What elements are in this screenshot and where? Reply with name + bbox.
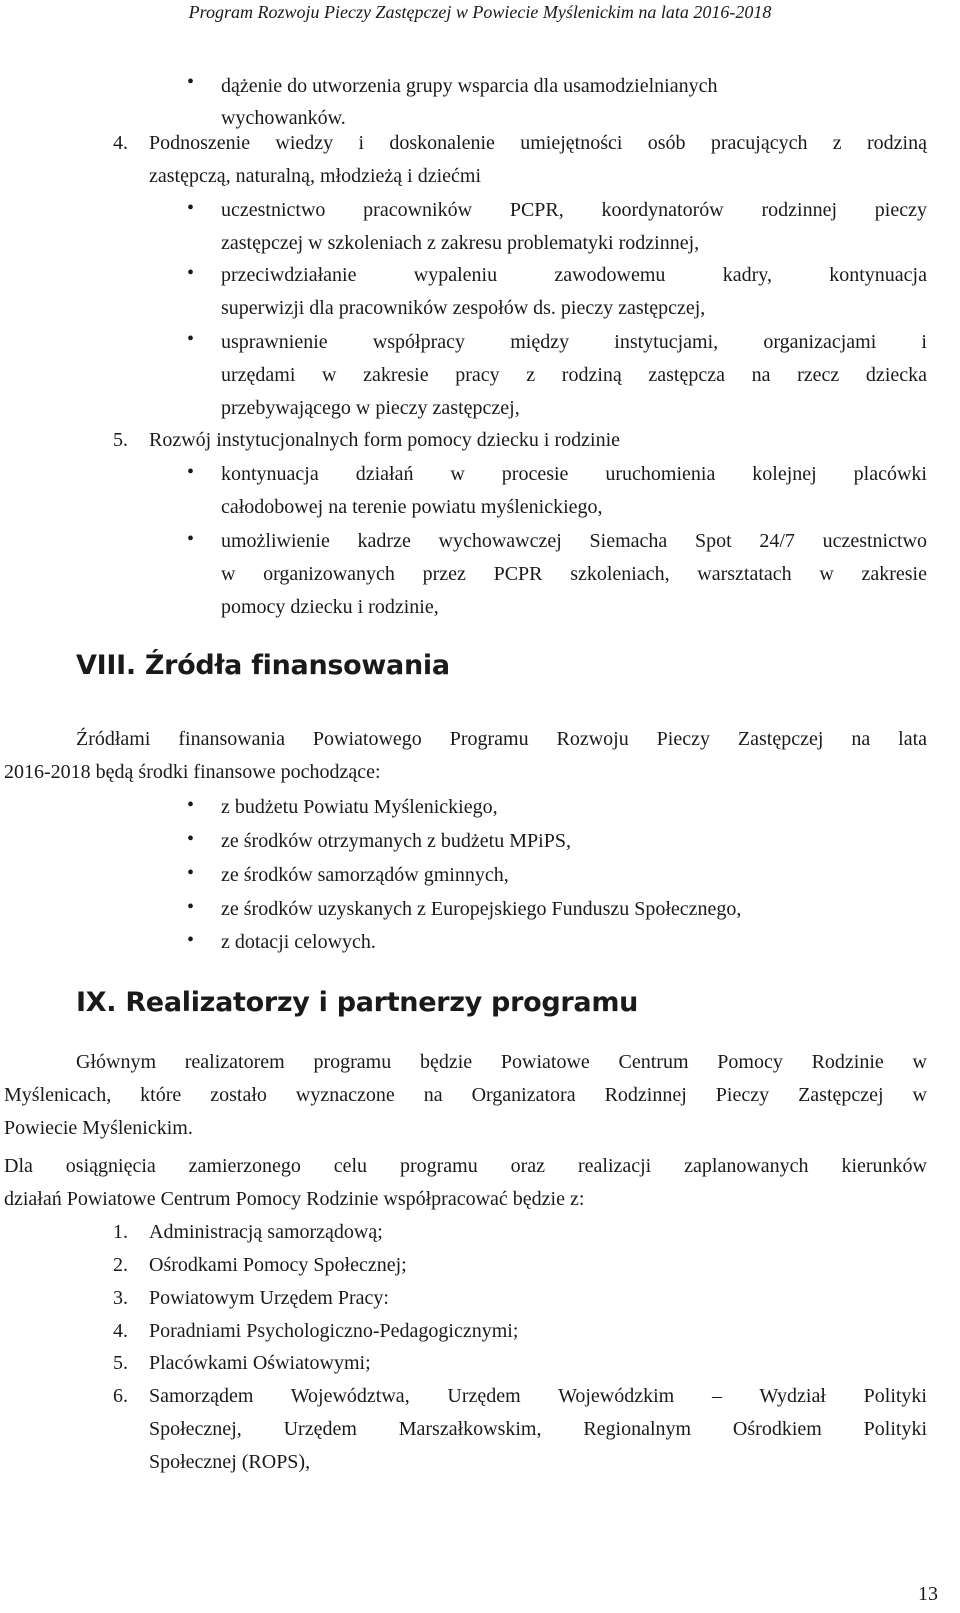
item4-bullet3-line1: usprawnienie współpracy między instytucjami, organizacjami i (221, 331, 927, 353)
funding-source: ze środków samorządów gminnych, (221, 864, 509, 886)
bullet-dot: • (187, 528, 195, 550)
partner-item: Ośrodkami Pomocy Społecznej; (149, 1254, 407, 1276)
section8-paragraph-line2: 2016-2018 będą środki finansowe pochodzące: (4, 761, 381, 783)
section9-para2-line1: Dla osiągnięcia zamierzonego celu programu oraz realizacji zaplanowanych kierunków (4, 1155, 927, 1177)
section9-para1-line1: Głównym realizatorem programu będzie Powiatowe Centrum Pomocy Rodzinie w (76, 1051, 927, 1073)
bullet-dot: • (187, 71, 195, 93)
section-heading: IX. Realizatorzy i partnerzy programu (76, 987, 639, 1018)
section9-para1-line2: Myślenicach, które zostało wyznaczone na Organizatora Rodzinnej Pieczy Zastępczej w (4, 1084, 927, 1106)
page-number: 13 (918, 1583, 938, 1605)
list-number: 4. (113, 132, 128, 154)
item5-line1: Rozwój instytucjonalnych form pomocy dziecku i rodzinie (149, 429, 620, 451)
item5-bullet2-line3: pomocy dziecku i rodzinie, (221, 596, 439, 618)
item4-bullet2-line1: przeciwdziałanie wypaleniu zawodowemu kadry, kontynuacja (221, 264, 927, 286)
item4-line1: Podnoszenie wiedzy i doskonalenie umiejętności osób pracujących z rodziną (149, 132, 927, 154)
list-number: 1. (113, 1221, 128, 1243)
list-number: 4. (113, 1320, 128, 1342)
partner-item: Samorządem Województwa, Urzędem Wojewódzkim – Wydział Polityki (149, 1385, 927, 1407)
partner-item: Powiatowym Urzędem Pracy: (149, 1287, 389, 1309)
partner-item-line2: Społecznej, Urzędem Marszałkowskim, Regionalnym Ośrodkiem Polityki (149, 1418, 927, 1440)
bullet-dot: • (187, 197, 195, 219)
list-number: 2. (113, 1254, 128, 1276)
section9-para2-line2: działań Powiatowe Centrum Pomocy Rodzinie współpracować będzie z: (4, 1188, 585, 1210)
list-number: 5. (113, 429, 128, 451)
item4-bullet1-line2: zastępczej w szkoleniach z zakresu problematyki rodzinnej, (221, 232, 700, 254)
partner-item: Placówkami Oświatowymi; (149, 1352, 371, 1374)
item5-bullet1-line2: całodobowej na terenie powiatu myślenickiego, (221, 496, 603, 518)
section-heading: VIII. Źródła finansowania (76, 650, 450, 681)
bullet-dot: • (187, 461, 195, 483)
item5-bullet2-line1: umożliwienie kadrze wychowawczej Siemacha Spot 24/7 uczestnictwo (221, 530, 927, 552)
intro-bullet-line2: wychowanków. (221, 107, 346, 129)
item4-bullet2-line2: superwizji dla pracowników zespołów ds. pieczy zastępczej, (221, 297, 706, 319)
funding-source: ze środków uzyskanych z Europejskiego Funduszu Społecznego, (221, 898, 742, 920)
running-header: Program Rozwoju Pieczy Zastępczej w Powiecie Myślenickim na lata 2016-2018 (188, 2, 772, 22)
section9-para1-line3: Powiecie Myślenickim. (4, 1117, 193, 1139)
funding-source: z dotacji celowych. (221, 931, 376, 953)
list-number: 6. (113, 1385, 128, 1407)
bullet-dot: • (187, 262, 195, 284)
item4-bullet1-line1: uczestnictwo pracowników PCPR, koordynatorów rodzinnej pieczy (221, 199, 927, 221)
item4-bullet3-line2: urzędami w zakresie pracy z rodziną zastępcza na rzecz dziecka (221, 364, 927, 386)
partner-item: Poradniami Psychologiczno-Pedagogicznymi; (149, 1320, 519, 1342)
item5-bullet1-line1: kontynuacja działań w procesie uruchomienia kolejnej placówki (221, 463, 927, 485)
intro-bullet-line1: dążenie do utworzenia grupy wsparcia dla usamodzielnianych (221, 75, 718, 97)
section8-paragraph-line1: Źródłami finansowania Powiatowego Programu Rozwoju Pieczy Zastępczej na lata (76, 728, 927, 750)
bullet-dot: • (187, 929, 195, 951)
list-number: 3. (113, 1287, 128, 1309)
item5-bullet2-line2: w organizowanych przez PCPR szkoleniach, warsztatach w zakresie (221, 563, 927, 585)
partner-item: Administracją samorządową; (149, 1221, 383, 1243)
list-number: 5. (113, 1352, 128, 1374)
bullet-dot: • (187, 794, 195, 816)
item4-bullet3-line3: przebywającego w pieczy zastępczej, (221, 397, 520, 419)
bullet-dot: • (187, 828, 195, 850)
bullet-dot: • (187, 862, 195, 884)
funding-source: ze środków otrzymanych z budżetu MPiPS, (221, 830, 571, 852)
funding-source: z budżetu Powiatu Myślenickiego, (221, 796, 498, 818)
bullet-dot: • (187, 328, 195, 350)
partner-item-line3: Społecznej (ROPS), (149, 1451, 311, 1473)
bullet-dot: • (187, 896, 195, 918)
item4-line2: zastępczą, naturalną, młodzieżą i dziećmi (149, 165, 482, 187)
